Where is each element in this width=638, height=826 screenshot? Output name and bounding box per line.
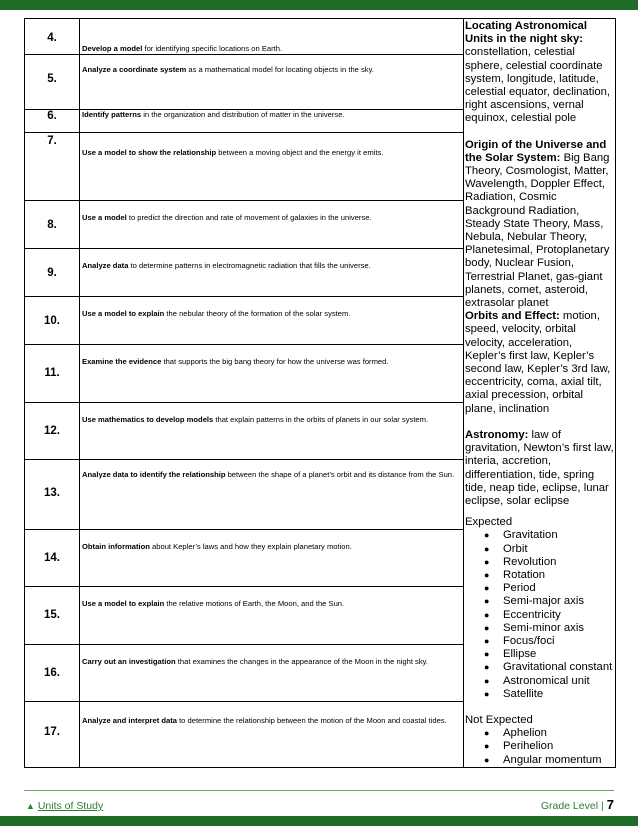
row-description-cell [80,132,464,201]
list-item: ● Perihelion [503,740,614,753]
row-number: 13. [44,487,60,500]
row-number: 4. [47,32,57,44]
row-text: to predict the direction and rate of movement of galaxies in the universe. [126,213,372,223]
footer-separator: | [601,800,604,812]
page-footer [541,797,614,812]
row-number: 14. [44,551,60,564]
units-of-study-label[interactable]: Units of Study [37,800,104,812]
triangle-up-icon: ▲ [26,801,35,811]
row-text: between the shape of a planet’s orbit and its distance from the Sun. [225,470,455,480]
units-of-study-link[interactable] [26,800,103,812]
list-item: ● Semi-major axis [503,595,614,608]
list-item: ● Focus/foci [503,635,614,648]
row-number-cell [25,297,80,345]
row-description-cell [80,297,464,345]
row-number: 10. [44,315,60,328]
row-verb: Use a model to explain [82,309,165,319]
list-item: ● Angular momentum [503,754,614,767]
row-description-cell [80,55,464,109]
row-text: in the organization and distribution of matter in the universe. [141,109,345,119]
row-description-cell [80,644,464,701]
not-expected-list [465,727,614,767]
row-text: the nebular theory of the formation of the solar system. [164,309,351,319]
vocab-section [465,139,614,311]
list-item: ● Gravitation [503,529,614,542]
expected-label: Expected [465,516,513,529]
row-verb: Analyze a coordinate system [82,65,187,75]
list-item: ● Semi-minor axis [503,622,614,635]
vocab-heading: Astronomy: [465,428,529,441]
list-item: ● Orbit [503,543,614,556]
table-row [25,19,616,55]
row-number-cell [25,19,80,55]
bottom-accent-bar [0,816,638,826]
row-verb: Use a model to show the relationship [82,147,217,157]
row-verb: Obtain information [82,541,150,551]
row-number-cell [25,201,80,248]
row-number: 15. [44,609,60,622]
row-number-cell [25,402,80,459]
row-text: the relative motions of Earth, the Moon, and the Sun. [164,599,345,609]
row-number-cell [25,109,80,132]
vocab-section [465,429,614,508]
row-number-cell [25,55,80,109]
row-number-cell [25,644,80,701]
row-number: 6. [47,109,57,122]
row-number: 5. [47,73,57,86]
row-description-cell [80,109,464,132]
row-text: to determine patterns in electromagnetic radiation that fills the universe. [128,260,371,270]
row-text: as a mathematical model for locating objects in the sky. [186,65,374,75]
footer-divider [24,790,614,791]
list-item: ● Period [503,582,614,595]
vocab-heading: Locating Astronomical Units in the night sky: [465,20,587,46]
row-verb: Analyze and interpret data [82,716,177,726]
row-verb: Analyze data [82,260,129,270]
row-description-cell [80,402,464,459]
top-accent-bar [0,0,638,10]
row-text: that explain patterns in the orbits of planets in our solar system. [213,414,429,424]
row-verb: Examine the evidence [82,357,162,367]
vocab-section [465,20,614,126]
vocab-section [465,310,614,416]
list-item: ● Gravitational constant [503,661,614,674]
row-number-cell [25,529,80,586]
row-description-cell [80,702,464,768]
list-item: ● Eccentricity [503,609,614,622]
vocab-heading: Origin of the Universe and the Solar System: [465,138,607,164]
row-verb: Develop a model [82,44,143,53]
list-item: ● Ellipse [503,648,614,661]
vocab-terms: law of gravitation, Newton’s first law, interia, accretion, differentiation, tide, spring tide, neap tide, eclipse, lunar eclipse, solar eclipse [465,428,614,507]
list-item: ● Astronomical unit [503,675,614,688]
row-text: that supports the big bang theory for how the universe was formed. [161,357,389,367]
row-number-cell [25,248,80,296]
row-description-cell [80,248,464,296]
row-verb: Carry out an investigation [82,656,176,666]
row-verb: Use a model [82,213,127,223]
list-item: ● Aphelion [503,727,614,740]
row-number-cell [25,345,80,402]
row-number: 11. [44,367,60,380]
row-text: for identifying specific locations on Earth. [142,44,283,53]
row-verb: Use a model to explain [82,599,165,609]
row-number: 17. [44,726,60,739]
row-number: 7. [47,134,57,147]
row-description-cell [80,345,464,402]
grade-level-label: Grade Level [540,800,599,812]
row-description-cell [80,529,464,586]
row-number-cell [25,587,80,644]
vocab-terms: Big Bang Theory, Cosmologist, Matter, Wavelength, Doppler Effect, Radiation, Cosmic Background Radiation, Steady State Theory, Mass, Nebula, Nebular Theory, Planetesimal, Protoplanetary body, Nuclear Fusion, Terrestrial Planet, gas-giant planets, comet, asteroid, extrasolar planet [465,151,610,310]
list-item: ● Satellite [503,688,614,701]
row-number: 9. [47,266,57,279]
row-description-cell [80,460,464,530]
standards-table [24,18,616,768]
row-description-cell [80,587,464,644]
row-verb: Analyze data to identify the relationship [82,470,226,480]
row-number-cell [25,702,80,768]
expected-list [465,529,614,701]
row-verb: Identify patterns [82,109,142,119]
row-number: 12. [44,424,60,437]
row-description-cell [80,19,464,55]
page-number: 7 [606,797,614,812]
list-item: ● Revolution [503,556,614,569]
row-number: 16. [44,666,60,679]
row-description-cell [80,201,464,248]
row-text: that examines the changes in the appearance of the Moon in the night sky. [175,656,428,666]
row-text: between a moving object and the energy it emits. [216,147,384,157]
row-number-cell [25,460,80,530]
row-text: to determine the relationship between the motion of the Moon and coastal tides. [176,716,447,726]
vocab-terms: motion, speed, velocity, orbital velocity, acceleration, Kepler’s first law, Kepler’s second law, Kepler’s 3rd law, eccentricity, coma, axial tilt, axial precession, orbital plane, inclination [465,310,611,415]
list-item: ● Rotation [503,569,614,582]
row-verb: Use mathematics to develop models [82,414,214,424]
row-text: about Kepler’s laws and how they explain planetary motion. [149,541,352,551]
vocabulary-panel [464,19,616,768]
not-expected-label: Not Expected [465,713,533,726]
vocab-terms: constellation, celestial sphere, celestial coordinate system, longitude, latitude, celestial equator, declination, right ascensions, vernal equinox, celestial pole [465,46,611,125]
vocab-heading: Orbits and Effect: [465,310,560,323]
row-number: 8. [47,219,57,232]
row-number-cell [25,132,80,201]
